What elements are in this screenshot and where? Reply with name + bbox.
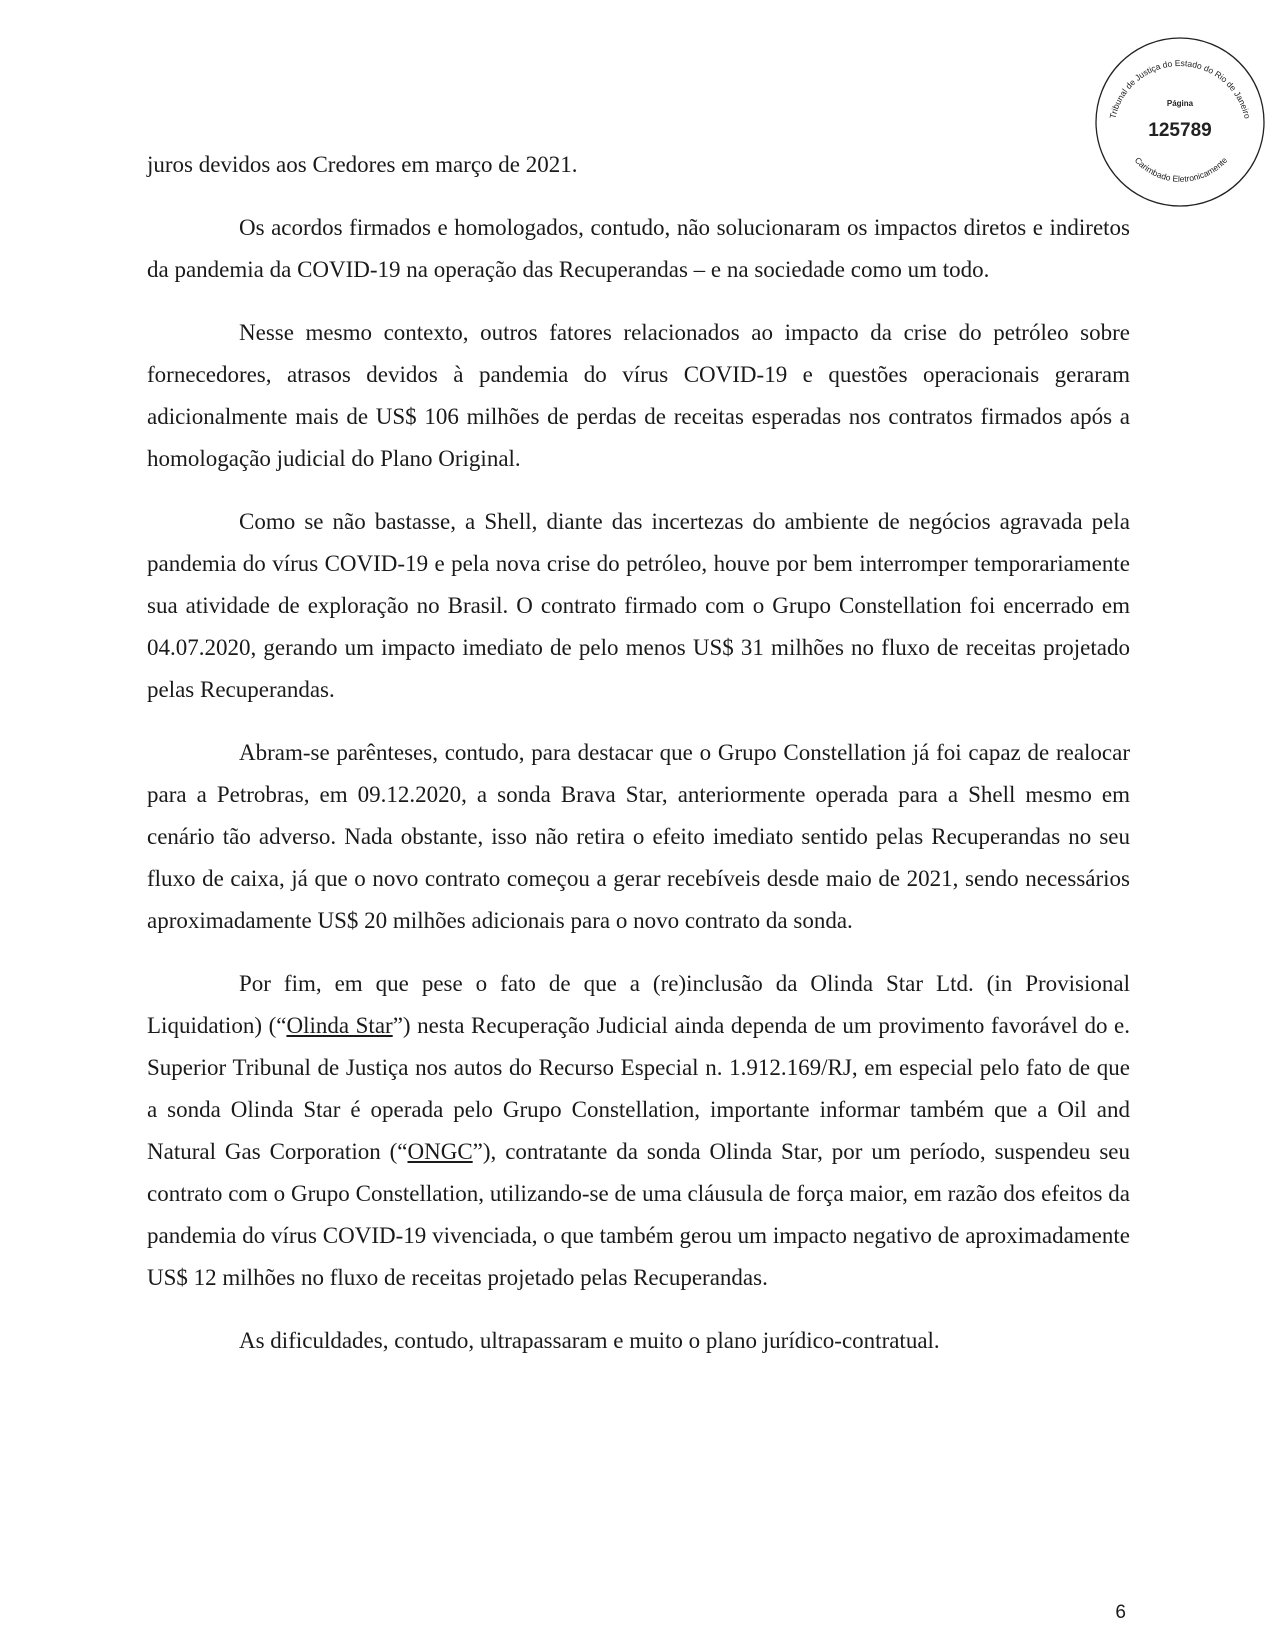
stamp-label: Página: [1166, 99, 1194, 108]
stamp-ring-text-bottom: Carimbado Eletronicamente: [1132, 155, 1230, 184]
page-number: 6: [1115, 1602, 1126, 1623]
defined-term-olinda-star: Olinda Star: [286, 1013, 393, 1038]
paragraph: Abram-se parênteses, contudo, para destacar que o Grupo Constellation já foi capaz de realocar para a Petrobras, em 09.12.2020, a sonda Brava Star, anteriormente operada para a Shell mesmo em cenário tão adverso. Nada obstante, isso não retira o efeito imediato sentido pelas Recuperandas no seu fluxo de caixa, já que o novo contrato começou a gerar recebíveis desde maio de 2021, sendo necessários aproximadamente US$ 20 milhões adicionais para o novo contrato da sonda.: [147, 740, 1130, 933]
paragraph: Os acordos firmados e homologados, contudo, não solucionaram os impactos diretos e indiretos da pandemia da COVID-19 na operação das Recuperandas – e na sociedade como um todo.: [147, 215, 1130, 282]
paragraph: As dificuldades, contudo, ultrapassaram e muito o plano jurídico-contratual.: [239, 1328, 940, 1353]
body-text: [147, 144, 1130, 1383]
paragraph: Como se não bastasse, a Shell, diante das incertezas do ambiente de negócios agravada pela pandemia do vírus COVID-19 e pela nova crise do petróleo, houve por bem interromper temporariamente sua atividade de exploração no Brasil. O contrato firmado com o Grupo Constellation foi encerrado em 04.07.2020, gerando um impacto imediato de pelo menos US$ 31 milhões no fluxo de receitas projetado pelas Recuperandas.: [147, 509, 1130, 702]
stamp-number: 125789: [1148, 120, 1212, 141]
paragraph: juros devidos aos Credores em março de 2021.: [147, 152, 578, 177]
paragraph: Nesse mesmo contexto, outros fatores relacionados ao impacto da crise do petróleo sobre fornecedores, atrasos devidos à pandemia do vírus COVID-19 e questões operacionais geraram adicionalmente mais de US$ 106 milhões de perdas de receitas esperadas nos contratos firmados após a homologação judicial do Plano Original.: [147, 320, 1130, 471]
stamp-ring-text-top: Tribunal de Justiça do Estado do Rio de Janeiro: [1107, 57, 1253, 120]
defined-term-ongc: ONGC: [407, 1139, 473, 1164]
paragraph: Por fim, em que pese o fato de que a (re)inclusão da Olinda Star Ltd. (in Provisional Liquidation) (“Olinda Star”) nesta Recuperação Judicial ainda dependa de um provimento favorável do e. Superior Tribunal de Justiça nos autos do Recurso Especial n. 1.912.169/RJ, em especial pelo fato de que a sonda Olinda Star é operada pelo Grupo Constellation, importante informar também que a Oil and Natural Gas Corporation (“ONGC”), contratante da sonda Olinda Star, por um período, suspendeu seu contrato com o Grupo Constellation, utilizando-se de uma cláusula de força maior, em razão dos efeitos da pandemia do vírus COVID-19 vivenciada, o que também gerou um impacto negativo de aproximadamente US$ 12 milhões no fluxo de receitas projetado pelas Recuperandas.: [147, 971, 1130, 1290]
